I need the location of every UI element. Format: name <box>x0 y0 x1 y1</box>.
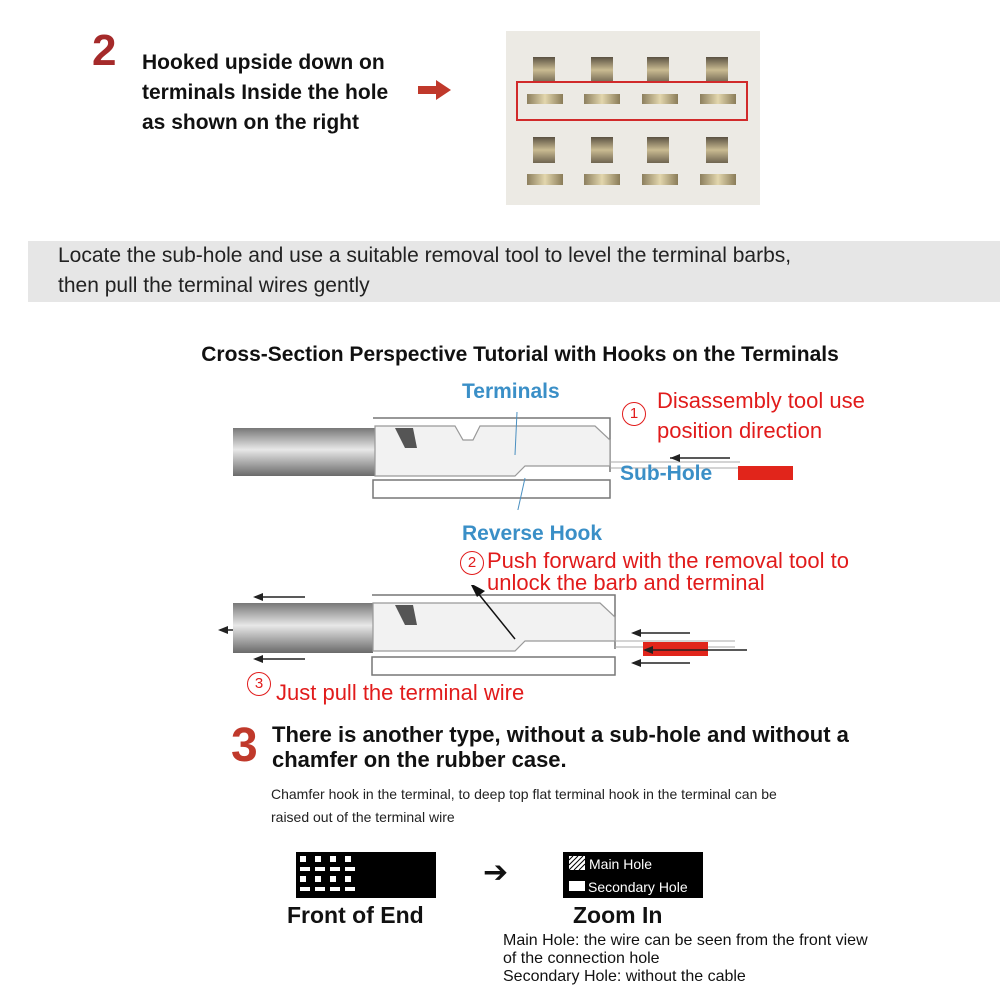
step-1-line: Disassembly tool use <box>657 388 865 413</box>
step-3-note-line: Chamfer hook in the terminal, to deep top flat terminal hook in the terminal can be <box>271 786 777 802</box>
step-2-line: as shown on the right <box>142 111 360 134</box>
hole-definitions <box>503 932 983 986</box>
step-2-tool-line: Push forward with the removal tool to <box>487 548 849 573</box>
cross-section-diagram-2 <box>215 585 775 685</box>
instruction-line: Locate the sub-hole and use a suitable removal tool to level the terminal barbs, <box>58 244 792 267</box>
step-3-heading-line: There is another type, without a sub-hole and without a <box>272 722 849 747</box>
right-arrow-icon: ➔ <box>483 856 509 889</box>
definition-line: Main Hole: the wire can be seen from the front view <box>503 932 868 949</box>
step-1-marker <box>622 402 646 426</box>
main-hole-swatch-icon <box>569 856 585 870</box>
connector-photo <box>506 31 760 205</box>
tutorial-title: Cross-Section Perspective Tutorial with Hooks on the Terminals <box>201 343 839 366</box>
step-1-line: position direction <box>657 418 823 443</box>
step-3-note-line: raised out of the terminal wire <box>271 809 455 825</box>
definition-line: Secondary Hole: without the cable <box>503 968 746 985</box>
label-terminals: Terminals <box>462 380 560 403</box>
legend-main-hole: Main Hole <box>589 856 653 872</box>
instruction-line: then pull the terminal wires gently <box>58 274 370 297</box>
secondary-hole-swatch-icon <box>569 881 585 891</box>
step-3-pull-text: Just pull the terminal wire <box>276 680 525 705</box>
label-sub-hole: Sub-Hole <box>620 462 713 485</box>
step-3-circle-number: 3 <box>247 672 271 696</box>
step-3-note <box>271 783 911 829</box>
step-1-number: 1 <box>622 402 646 426</box>
label-reverse-hook: Reverse Hook <box>462 522 603 545</box>
step-2-line: Hooked upside down on <box>142 51 385 74</box>
front-of-end-diagram <box>296 852 436 898</box>
step-2-number: 2 <box>92 26 117 75</box>
step-2-marker <box>460 551 484 575</box>
connector-terminals-image <box>506 31 760 205</box>
step-2-line: terminals Inside the hole <box>142 81 389 104</box>
step-2-tool-line: unlock the barb and terminal <box>487 570 765 595</box>
step-3-heading <box>272 722 849 772</box>
legend-secondary-hole: Secondary Hole <box>588 879 688 895</box>
zoom-legend-box <box>563 852 703 898</box>
step-2-circle-number: 2 <box>460 551 484 575</box>
zoom-in-caption: Zoom In <box>573 902 663 928</box>
step-3-heading-line: chamfer on the rubber case. <box>272 747 567 772</box>
definition-line: of the connection hole <box>503 950 660 967</box>
step-3-number: 3 <box>231 719 258 772</box>
front-of-end-caption: Front of End <box>287 902 424 928</box>
step-1-text <box>657 386 865 446</box>
instruction-text <box>58 241 978 301</box>
step-2-description <box>142 48 388 138</box>
step-3-marker <box>247 672 271 696</box>
pointer-arrow-icon <box>418 80 452 100</box>
